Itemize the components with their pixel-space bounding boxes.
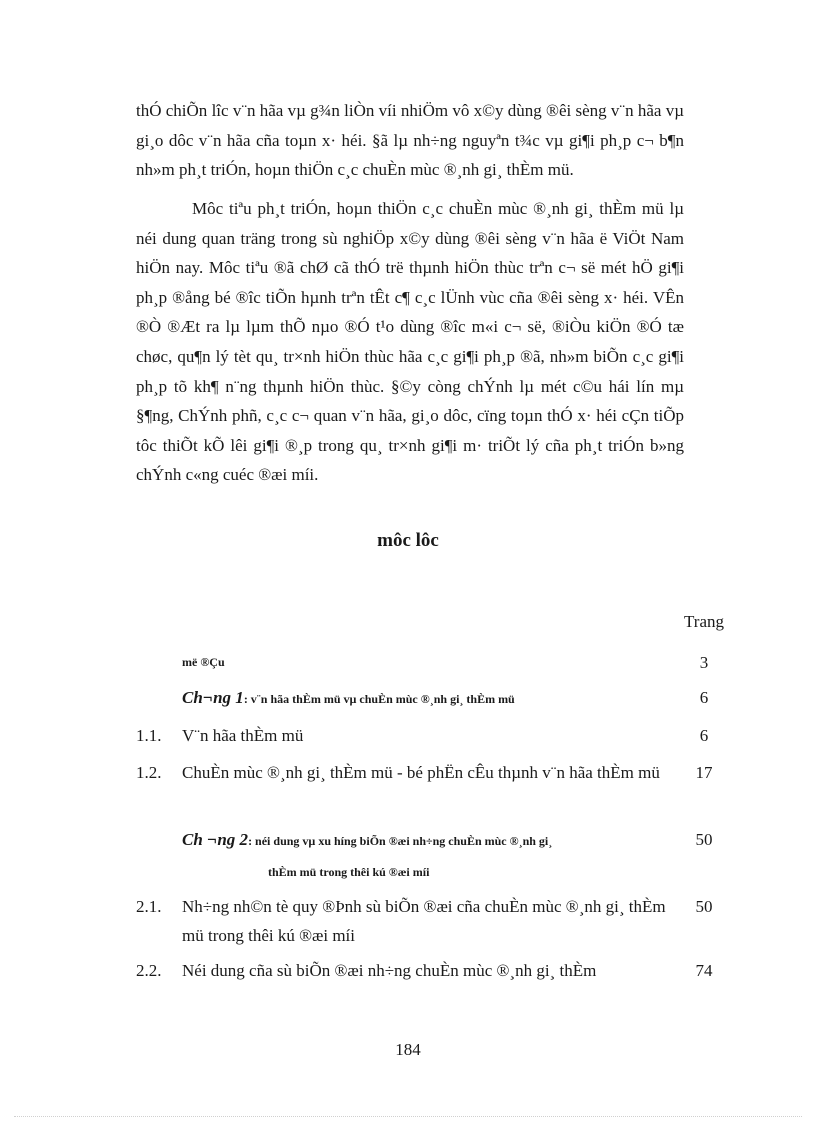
toc-title: môc lôc bbox=[377, 530, 439, 551]
toc-entry-page: 74 bbox=[695, 961, 713, 980]
toc-entry-text: V¨n hãa thÈm mü bbox=[182, 726, 304, 745]
toc-entry-page: 6 bbox=[699, 726, 709, 745]
toc-chapter-label: Ch¬ng 1 bbox=[182, 688, 244, 707]
page-number: 184 bbox=[395, 1040, 421, 1059]
toc-chapter-title: : v¨n hãa thÈm mü vµ chuÈn mùc ®¸nh gi¸ thÈm mü bbox=[243, 692, 515, 706]
toc-entry-page: 50 bbox=[695, 830, 713, 849]
toc-page-header: Trang bbox=[684, 612, 724, 631]
toc-entry-page: 6 bbox=[699, 688, 709, 707]
toc-entry-text bbox=[182, 683, 672, 714]
toc-entry-number: 1.2. bbox=[136, 763, 162, 782]
toc-chapter-line bbox=[182, 825, 672, 856]
toc-entry-page: 17 bbox=[695, 763, 713, 782]
body-paragraph-1: thÓ chiÕn lîc v¨n hãa vµ g¾n liÒn víi nhiÖm vô x©y dùng ®êi sèng v¨n hãa vµ gi¸o dôc v¨n hãa cña toµn x· héi. §ã lµ nh÷ng nguyªn t¾c vµ gi¶i ph¸p c¬ b¶n nh»m ph¸t triÓn, hoµn thiÖn c¸c chuÈn mùc ®¸nh gi¸ thÈm mü. bbox=[136, 101, 684, 180]
toc-entry-number: 2.2. bbox=[136, 961, 162, 980]
toc-entry-number: 2.1. bbox=[136, 897, 162, 916]
page-bottom-divider bbox=[14, 1116, 802, 1117]
toc-entry-text bbox=[182, 825, 672, 888]
body-paragraph-2: Môc tiªu ph¸t triÓn, hoµn thiÖn c¸c chuÈn mùc ®¸nh gi¸ thÈm mü lµ néi dung quan träng trong sù nghiÖp x©y dùng ®êi sèng v¨n hãa ë ViÖt Nam hiÖn nay. Môc tiªu ®ã chØ cã thÓ trë thµnh hiÖn thùc trªn c¬ së mét hÖ gi¶i ph¸p ®ång bé ®îc tiÕn hµnh trªn tÊt c¶ c¸c lÜnh vùc cña ®êi sèng x· héi. VÊn ®Ò ®Æt ra lµ lµm thÕ nµo ®Ó t¹o dùng ®îc m«i c¬ së, ®iÒu kiÖn ®Ó tæ chøc, qu¶n lý tèt qu¸ tr×nh hiÖn thùc hãa c¸c gi¶i ph¸p ®ã, nh»m biÕn c¸c gi¶i ph¸p tõ kh¶ n¨ng thµnh hiÖn thùc. §©y còng chÝnh lµ mét c©u hái lín mµ §¶ng, ChÝnh phñ, c¸c c¬ quan v¨n hãa, gi¸o dôc, cïng toµn thÓ x· héi cÇn tiÕp tôc thiÕt kÕ lêi gi¶i ®¸p trong qu¸ tr×nh gi¶i m· triÕt lý cña ph¸t triÓn b»ng chÝnh c«ng cuéc ®æi míi. bbox=[136, 199, 684, 485]
toc-chapter-title: : néi dung vµ xu híng biÕn ®æi nh÷ng chuÈn mùc ®¸nh gi¸ bbox=[248, 834, 553, 848]
toc-entry-page: 50 bbox=[695, 897, 713, 916]
toc-entry-text: Néi dung cña sù biÕn ®æi nh÷ng chuÈn mùc ®¸nh gi¸ thÈm bbox=[182, 961, 597, 980]
toc-chapter-title-cont: thÈm mü trong thêi kú ®æi míi bbox=[268, 865, 430, 879]
toc-entry-text: më ®Çu bbox=[182, 655, 225, 669]
toc-entry-text: Nh÷ng nh©n tè quy ®Þnh sù biÕn ®æi cña chuÈn mùc ®¸nh gi¸ thÈm mü trong thêi kú ®æi míi bbox=[182, 897, 666, 945]
toc-entry-text: ChuÈn mùc ®¸nh gi¸ thÈm mü - bé phËn cÊu thµnh v¨n hãa thÈm mü bbox=[182, 763, 660, 782]
toc-entry-number: 1.1. bbox=[136, 726, 162, 745]
toc-chapter-label: Ch ¬ng 2 bbox=[182, 830, 249, 849]
toc-entry-page: 3 bbox=[699, 653, 709, 672]
